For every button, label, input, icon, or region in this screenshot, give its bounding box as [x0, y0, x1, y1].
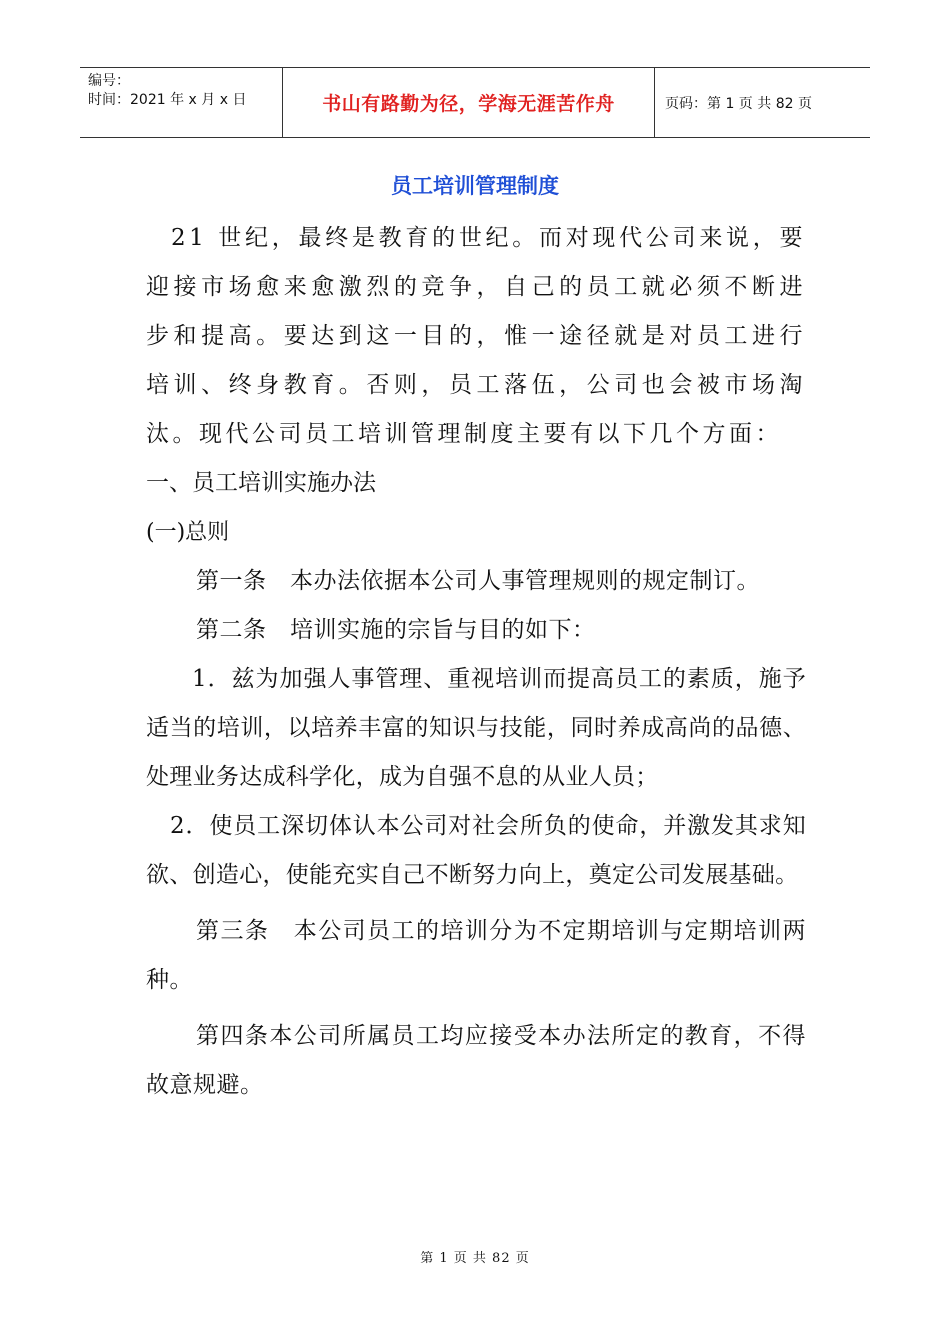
- article-3: 第三条 本公司员工的培训分为不定期培训与定期培训两种。: [146, 918, 806, 993]
- document-body: [146, 214, 806, 1110]
- header-meta-cell: [80, 68, 283, 137]
- header-page-cell: [655, 68, 870, 137]
- section-heading: 一、员工培训实施办法: [146, 470, 376, 496]
- time-label: 时间：2021 年 x 月 x 日: [88, 92, 247, 108]
- article-1: 第一条 本办法依据本公司人事管理规则的规定制订。: [196, 568, 760, 594]
- page-footer: 第 1 页 共 82 页: [420, 1251, 530, 1266]
- code-label: 编号：: [88, 73, 130, 89]
- article-2-item-1: 1．兹为加强人事管理、重视培训而提高员工的素质，施予适当的培训，以培养丰富的知识与技能，同时养成高尚的品德、处理业务达成科学化，成为自强不息的从业人员；: [146, 666, 806, 790]
- article-2: 第二条 培训实施的宗旨与目的如下：: [196, 617, 596, 643]
- document-title: 员工培训管理制度: [391, 174, 559, 198]
- article-4: 第四条本公司所属员工均应接受本办法所定的教育，不得故意规避。: [146, 1023, 806, 1098]
- page-info: 页码：第 1 页 共 82 页: [665, 95, 812, 112]
- header-motto-cell: [283, 68, 655, 137]
- sub-heading: (一)总则: [146, 520, 230, 545]
- intro-paragraph: 21 世纪，最终是教育的世纪。而对现代公司来说，要迎接市场愈来愈激烈的竞争，自己的员工就必须不断进步和提高。要达到这一目的，惟一途径就是对员工进行培训、终身教育。否则，员工落伍，公司也会被市场淘汰。现代公司员工培训管理制度主要有以下几个方面：: [146, 225, 806, 447]
- motto-text: 书山有路勤为径，学海无涯苦作舟: [322, 93, 615, 115]
- document-header-table: [80, 67, 870, 138]
- article-2-item-2: 2．使员工深切体认本公司对社会所负的使命，并激发其求知欲、创造心，使能充实自己不断努力向上，奠定公司发展基础。: [146, 813, 806, 888]
